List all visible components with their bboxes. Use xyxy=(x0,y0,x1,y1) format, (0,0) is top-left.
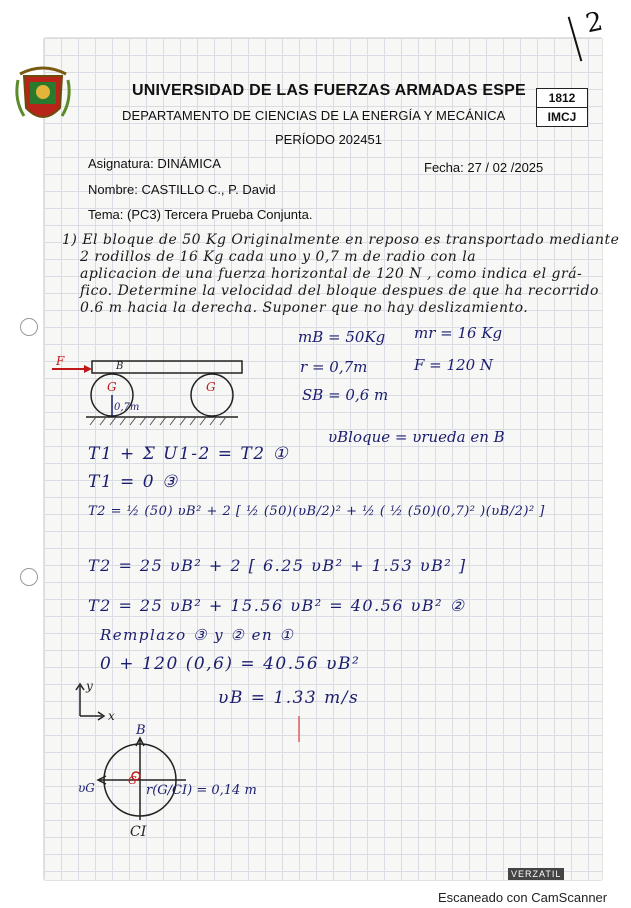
axes-icon xyxy=(72,680,122,722)
work-energy-equation: 0 + 120 (0,6) = 40.56 υB² xyxy=(100,654,361,674)
topic-field: Tema: (PC3) Tercera Prueba Conjunta. xyxy=(88,207,313,222)
course-code-box xyxy=(536,88,588,127)
center-g-label: G xyxy=(128,774,137,787)
code-number: 1812 xyxy=(548,91,576,105)
instant-center-label: CI xyxy=(130,824,147,840)
y-axis-label: y xyxy=(86,679,93,693)
velocity-relation: υBloque = υrueda en B xyxy=(328,428,505,446)
subject-field: Asignatura: DINÁMICA xyxy=(88,156,221,171)
velocity-g-label: υG xyxy=(78,781,95,795)
university-name: UNIVERSIDAD DE LAS FUERZAS ARMADAS ESPE xyxy=(132,82,526,99)
page-number: 2 xyxy=(583,6,606,40)
velocity-result: υB = 1.33 m/s xyxy=(218,688,360,708)
espe-logo-icon xyxy=(14,64,72,128)
radius-label: 0,7m xyxy=(114,402,140,413)
center-g-label: G xyxy=(107,380,117,394)
block-shape xyxy=(92,361,242,373)
date-field: Fecha: 27 / 02 /2025 xyxy=(424,160,544,175)
problem-line: aplicacion de una fuerza horizontal de 120 N , como indica el grá- xyxy=(80,266,583,282)
center-g-label: G xyxy=(206,380,216,394)
final-energy-expansion: T2 = ½ (50) υB² + 2 [ ½ (50)(υB/2)² + ½ ( ½ (50)(0,7)² )(υB/2)² ] xyxy=(88,504,545,519)
block-rollers-diagram xyxy=(50,355,250,430)
given-roller-mass: mr = 16 Kg xyxy=(414,324,503,342)
substitution-note: Remplazo ③ y ② en ① xyxy=(100,626,295,644)
instant-center-diagram xyxy=(76,724,336,840)
energy-equation: T1 + Σ U1-2 = T2 ① xyxy=(88,444,290,464)
given-radius: r = 0,7m xyxy=(300,358,368,376)
initial-energy: T1 = 0 ③ xyxy=(88,472,179,492)
x-axis-label: x xyxy=(108,709,115,723)
problem-line: 2 rodillos de 16 Kg cada uno y 0,7 m de radio con la xyxy=(80,249,477,265)
department-name: DEPARTAMENTO DE CIENCIAS DE LA ENERGÍA Y MECÁNICA xyxy=(122,108,506,123)
notebook-brand: VERZATIL xyxy=(508,868,564,880)
problem-line: 0.6 m hacia la derecha. Suponer que no hay deslizamiento. xyxy=(80,300,529,316)
force-label: F xyxy=(56,354,65,368)
name-field: Nombre: CASTILLO C., P. David xyxy=(88,182,276,197)
binder-hole xyxy=(20,318,38,336)
scanner-watermark: Escaneado con CamScanner xyxy=(438,890,608,905)
point-b-label: B xyxy=(116,361,124,372)
ground-hatch xyxy=(90,417,226,425)
force-arrowhead-icon xyxy=(84,365,92,373)
final-energy-total: T2 = 25 υB² + 15.56 υB² = 40.56 υB² ② xyxy=(88,596,466,615)
point-b-label: B xyxy=(136,723,146,738)
given-block-mass: mB = 50Kg xyxy=(298,328,386,346)
given-displacement: SB = 0,6 m xyxy=(302,386,389,404)
final-energy-simplified: T2 = 25 υB² + 2 [ 6.25 υB² + 1.53 υB² ] xyxy=(88,556,467,575)
problem-line: 1) El bloque de 50 Kg Originalmente en reposo es transportado mediante xyxy=(62,232,620,248)
given-force: F = 120 N xyxy=(414,356,494,374)
binder-hole xyxy=(20,568,38,586)
academic-period: PERÍODO 202451 xyxy=(275,132,382,147)
radius-g-ci-label: r(G/CI) = 0,14 m xyxy=(146,783,257,798)
code-text: IMCJ xyxy=(537,107,587,126)
problem-line: fico. Determine la velocidad del bloque despues de que ha recorrido xyxy=(80,283,599,299)
